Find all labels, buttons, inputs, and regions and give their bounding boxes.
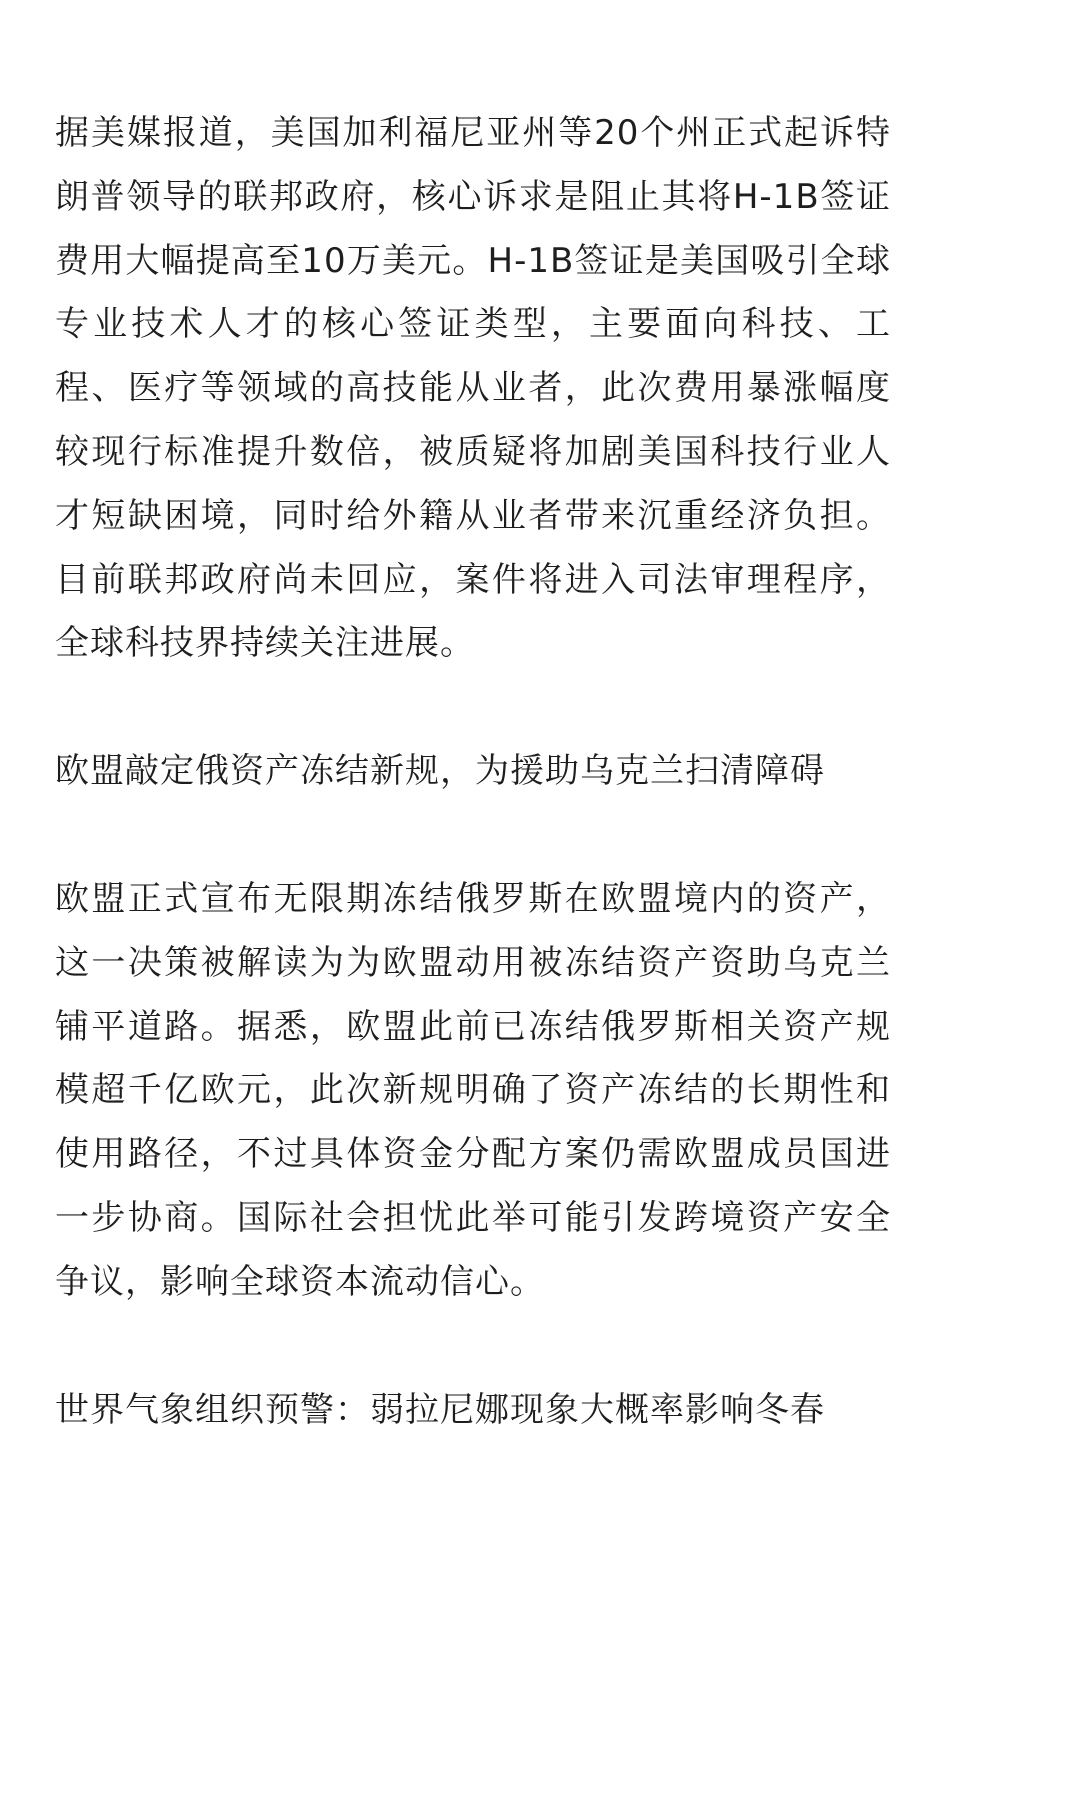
paragraph-spacer bbox=[55, 676, 891, 740]
news-headline-la-nina-warning: 世界气象组织预警：弱拉尼娜现象大概率影响冬春 bbox=[55, 1389, 825, 1430]
news-paragraph-h1b-lawsuit: 据美媒报道，美国加利福尼亚州等20个州正式起诉特朗普领导的联邦政府，核心诉求是阻止其将H-1B签证费用大幅提高至10万美元。H-1B签证是美国吸引全球专业技术人才的核心签证类型，主要面向科技、工程、医疗等领域的高技能从业者，此次费用暴涨幅度较现行标准提升数倍，被质疑将加剧美国科技行业人才短缺困境，同时给外籍从业者带来沉重经济负担。目前联邦政府尚未回应，案件将进入司法审理程序，全球科技界持续关注进展。 bbox=[55, 113, 891, 664]
paragraph-spacer bbox=[55, 1315, 891, 1379]
article-body bbox=[55, 102, 891, 1442]
paragraph-spacer bbox=[55, 804, 891, 868]
news-paragraph-eu-russia-assets: 欧盟正式宣布无限期冻结俄罗斯在欧盟境内的资产，这一决策被解读为为欧盟动用被冻结资产资助乌克兰铺平道路。据悉，欧盟此前已冻结俄罗斯相关资产规模超千亿欧元，此次新规明确了资产冻结的长期性和使用路径，不过具体资金分配方案仍需欧盟成员国进一步协商。国际社会担忧此举可能引发跨境资产安全争议，影响全球资本流动信心。 bbox=[55, 878, 891, 1302]
news-headline-eu-russia-assets: 欧盟敲定俄资产冻结新规，为援助乌克兰扫清障碍 bbox=[55, 751, 825, 792]
